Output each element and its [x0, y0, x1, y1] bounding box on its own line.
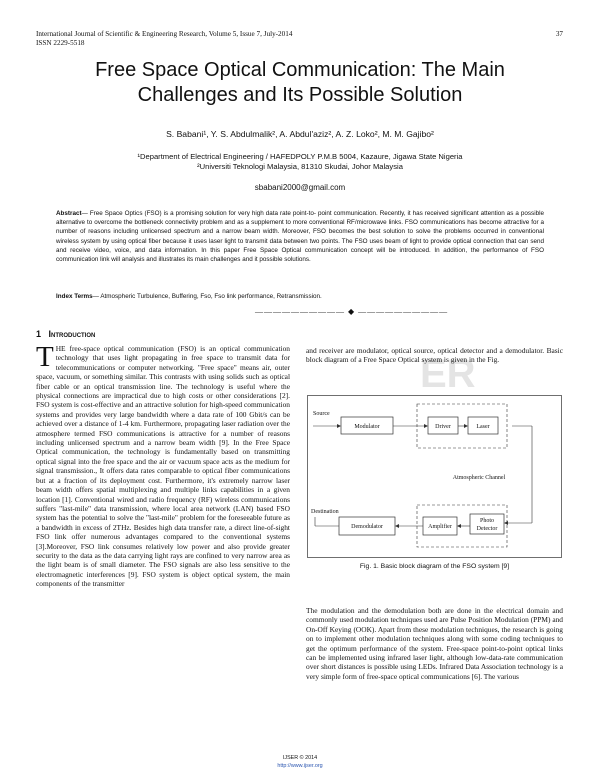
title-line-1: Free Space Optical Communication: The Main — [95, 59, 505, 81]
abstract — [56, 209, 544, 264]
author-email: sbabani2000@gmail.com — [254, 183, 346, 192]
abstract-label: Abstract — [56, 210, 82, 217]
destination-label: Destination — [311, 509, 339, 515]
source-label: Source — [313, 411, 330, 417]
figure-caption: Fig. 1. Basic block diagram of the FSO system [9] — [359, 563, 510, 570]
title-line-2: Challenges and Its Possible Solution — [137, 84, 463, 106]
detector-label: Detector — [476, 526, 498, 532]
figure-1 — [307, 395, 562, 558]
laser-label: Laser — [476, 424, 490, 430]
page-number: 37 — [555, 30, 563, 38]
intro-paragraph: HE free-space optical communication (FSO) is an optical communication technology that uses light propagating in free space to transmit data for telecommunications or computer networking. "Free space" means air, outer space, vacuum, or something similar. This contrasts with using solids such as optical fiber cable or an optical transmission line. The technology is useful where the physical connections are impractical due to high costs or other considerations [2]. FSO system is cost-effective and an attractive solution for high-speed communication systems and provides very large bandwidth where a data rate of 100 Gbit/s can be achieved over a distance of 1-4 km. Furthermore, propagating laser radiation over the atmosphere termed FSO communications is attractive for a number of reasons including unlicensed spectrum and a narrow beam width [9]. In the Free Space Optical communication, the technology is fundamentally based on transmitting optical signal into the free space and the air or vacuum space acts as the medium for signal transmission., It offers data rates comparable to optical fiber communications but at a fraction of its deployment cost. Furthermore, it's extremely narrow laser beam width offers spatial multiplexing and multiple links capabilities in a given location [1]. Conventional wired and radio frequency (RF) wireless communications suffers "last-mile" data transmission, where local area network (LAN) based FSO system has the potential to solve the "last-mile" problem for the foreseeable future as a bandwidth in excess of 2THz. Besides high data transfer rate, a direct line-of-sight FSO link offer numerous advantages compared to the conventional systems [3].Moreover, FSO link consumes relatively low power and also provide greater security to the data as the data carrying light rays are confined to very narrow area as the light beam is of small diameter. The FSO signals are also less sensitive to the electromagnetic interferences [9]. FSO system is object optical system, the main components of the transmitter — [36, 344, 290, 589]
driver-label: Driver — [435, 424, 451, 430]
affiliation-2: ²Universiti Teknologi Malaysia, 81310 Skudai, Johor Malaysia — [197, 162, 403, 171]
section-heading — [36, 329, 95, 339]
index-terms — [56, 293, 544, 300]
fso-block-diagram — [307, 395, 562, 558]
affiliations — [30, 152, 570, 172]
journal-name: International Journal of Scientific & Engineering Research, Volume 5, Issue 7, July-2014 — [36, 30, 293, 38]
modulator-label: Modulator — [354, 424, 380, 430]
intro-left-column — [36, 341, 290, 589]
intro-right-bottom-text: The modulation and the demodulation both are done in the electrical domain and commonly used modulation techniques used are Pulse Position Modulation (PPM) and On-Off Keying (OOK). Apart from these modulation techniques, the research is going on to implement other modulation techniques along with some coding techniques to get the optimum performance of the system. Free-space point-to-point optical links can be implemented using infrared laser light, although low-data-rate communication over short distances is possible using LEDs. Infrared Data Association technology is a very simple form of free-space optical communications [6]. The various — [306, 606, 563, 681]
intro-right-top-text: and receiver are modulator, optical source, optical detector and a demodulator. Basic block diagram of a Free Space Optical system is given in the Fig. — [306, 346, 563, 365]
index-terms-text: — Atmospheric Turbulence, Buffering, Fso, Fso link performance, Retransmission. — [92, 293, 322, 300]
footer-link[interactable]: http://www.ijser.org — [277, 763, 323, 769]
watermark: ER — [420, 352, 476, 396]
photo-label: Photo — [479, 518, 495, 524]
running-header — [36, 30, 292, 48]
footer-copyright: IJSER © 2014 — [282, 755, 318, 761]
section-divider: —————————— ◆ —————————— — [255, 307, 449, 316]
abstract-text: — Free Space Optics (FSO) is a promising solution for very high data rate point-to- point communication. Recently, it has received significant attention as a possible alternative to overcome the bottleneck connectivity problem and as a supplement to more conventional RF/microwave links. FSO communications has become attractive for a number of reasons including unlicensed spectrum and a narrow beam width. Moreover, FSO becomes the best solution to solve the problems occurred in conventional wireless system by using optical fiber because it uses laser light to transmit data between two points. The FSO uses beam of light to provide optical connection that can send and receive video, voice, and data information. In this paper Free Space Optical communication concept will be introduced. In addition, the performance of FSO communication link will analysis and illustrates its main challenges and it possible solutions. — [56, 210, 544, 264]
author-list: S. Babani¹, Y. S. Abdulmalik², A. Abdul'aziz², A. Z. Loko², M. M. Gajibo² — [166, 129, 434, 139]
demodulator-label: Demodulator — [351, 524, 383, 530]
affiliation-1: ¹Department of Electrical Engineering / HAFEDPOLY P.M.B 5004, Kazaure, Jigawa State Nigeria — [137, 152, 463, 161]
paper-title — [30, 58, 570, 108]
drop-cap: T — [36, 341, 54, 373]
section-number: 1 — [36, 329, 42, 339]
channel-label: Atmospheric Channel — [452, 475, 506, 481]
section-title: Introduction — [48, 329, 96, 339]
issn: ISSN 2229-5518 — [36, 39, 85, 47]
index-terms-label: Index Terms — [56, 293, 93, 300]
amplifier-label: Amplifier — [428, 524, 452, 530]
